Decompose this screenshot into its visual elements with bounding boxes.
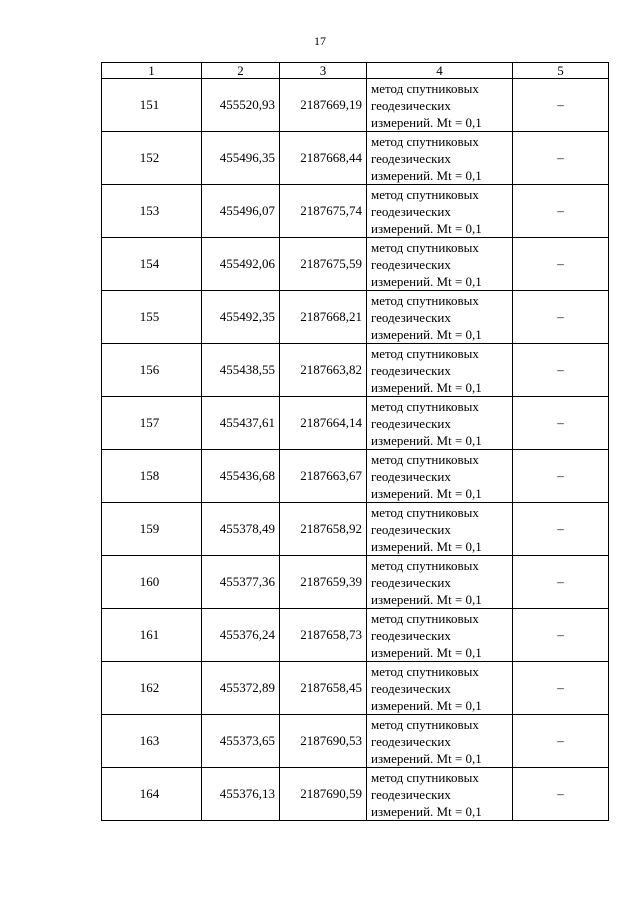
method-cell (367, 397, 513, 450)
method-text-line: геодезических (371, 309, 451, 325)
x-coordinate-cell: 455496,07 (202, 185, 280, 238)
method-text-line: метод спутниковых (371, 398, 479, 414)
table-row (102, 609, 609, 662)
method-cell (367, 238, 513, 291)
method-text-line: геодезических (371, 468, 451, 484)
y-coordinate-cell: 2187668,21 (280, 291, 367, 344)
method-text-line: метод спутниковых (371, 80, 479, 96)
column-header-4: 4 (367, 63, 513, 79)
method-text-line: метод спутниковых (371, 133, 479, 149)
method-text-line: метод спутниковых (371, 292, 479, 308)
note-cell: – (513, 662, 609, 715)
point-number-cell: 154 (102, 238, 202, 291)
point-number-cell: 151 (102, 79, 202, 132)
table-row (102, 397, 609, 450)
method-cell (367, 450, 513, 503)
method-text-line: геодезических (371, 521, 451, 537)
note-cell: – (513, 397, 609, 450)
y-coordinate-cell: 2187690,53 (280, 715, 367, 768)
method-text-line: геодезических (371, 203, 451, 219)
y-coordinate-cell: 2187675,59 (280, 238, 367, 291)
y-coordinate-cell: 2187668,44 (280, 132, 367, 185)
table-row (102, 185, 609, 238)
table-row (102, 450, 609, 503)
y-coordinate-cell: 2187658,73 (280, 609, 367, 662)
table-row (102, 79, 609, 132)
note-cell: – (513, 79, 609, 132)
method-text-line: измерений. Mt = 0,1 (371, 485, 482, 501)
x-coordinate-cell: 455372,89 (202, 662, 280, 715)
table-row (102, 662, 609, 715)
method-text-line: геодезических (371, 680, 451, 696)
x-coordinate-cell: 455496,35 (202, 132, 280, 185)
method-text-line: измерений. Mt = 0,1 (371, 432, 482, 448)
table-row (102, 238, 609, 291)
method-cell (367, 768, 513, 821)
x-coordinate-cell: 455492,06 (202, 238, 280, 291)
note-cell: – (513, 768, 609, 821)
method-cell (367, 132, 513, 185)
note-cell: – (513, 238, 609, 291)
method-text-line: метод спутниковых (371, 451, 479, 467)
y-coordinate-cell: 2187663,67 (280, 450, 367, 503)
table-row (102, 344, 609, 397)
point-number-cell: 163 (102, 715, 202, 768)
x-coordinate-cell: 455438,55 (202, 344, 280, 397)
method-text-line: измерений. Mt = 0,1 (371, 326, 482, 342)
method-cell (367, 715, 513, 768)
table-row (102, 715, 609, 768)
method-text-line: метод спутниковых (371, 610, 479, 626)
method-text-line: измерений. Mt = 0,1 (371, 114, 482, 130)
table-row (102, 503, 609, 556)
point-number-cell: 153 (102, 185, 202, 238)
point-number-cell: 155 (102, 291, 202, 344)
method-text-line: геодезических (371, 733, 451, 749)
y-coordinate-cell: 2187664,14 (280, 397, 367, 450)
method-text-line: геодезических (371, 362, 451, 378)
method-text-line: измерений. Mt = 0,1 (371, 273, 482, 289)
point-number-cell: 156 (102, 344, 202, 397)
note-cell: – (513, 715, 609, 768)
column-header-1: 1 (102, 63, 202, 79)
method-cell (367, 556, 513, 609)
method-text-line: метод спутниковых (371, 716, 479, 732)
method-text-line: метод спутниковых (371, 239, 479, 255)
method-text-line: метод спутниковых (371, 504, 479, 520)
note-cell: – (513, 291, 609, 344)
column-header-3: 3 (280, 63, 367, 79)
table-row (102, 768, 609, 821)
column-header-2: 2 (202, 63, 280, 79)
point-number-cell: 162 (102, 662, 202, 715)
method-text-line: геодезических (371, 97, 451, 113)
x-coordinate-cell: 455436,68 (202, 450, 280, 503)
page-number: 17 (314, 34, 326, 48)
method-cell (367, 185, 513, 238)
method-text-line: метод спутниковых (371, 345, 479, 361)
y-coordinate-cell: 2187675,74 (280, 185, 367, 238)
method-text-line: метод спутниковых (371, 769, 479, 785)
coordinates-table (101, 62, 609, 821)
x-coordinate-cell: 455492,35 (202, 291, 280, 344)
method-text-line: метод спутниковых (371, 186, 479, 202)
x-coordinate-cell: 455377,36 (202, 556, 280, 609)
note-cell: – (513, 185, 609, 238)
x-coordinate-cell: 455376,13 (202, 768, 280, 821)
method-text-line: геодезических (371, 574, 451, 590)
y-coordinate-cell: 2187669,19 (280, 79, 367, 132)
method-cell (367, 609, 513, 662)
method-cell (367, 79, 513, 132)
point-number-cell: 160 (102, 556, 202, 609)
method-cell (367, 662, 513, 715)
point-number-cell: 164 (102, 768, 202, 821)
method-text-line: геодезических (371, 415, 451, 431)
x-coordinate-cell: 455373,65 (202, 715, 280, 768)
point-number-cell: 159 (102, 503, 202, 556)
method-text-line: геодезических (371, 150, 451, 166)
method-text-line: метод спутниковых (371, 557, 479, 573)
method-text-line: измерений. Mt = 0,1 (371, 697, 482, 713)
table-row (102, 132, 609, 185)
y-coordinate-cell: 2187659,39 (280, 556, 367, 609)
note-cell: – (513, 450, 609, 503)
x-coordinate-cell: 455378,49 (202, 503, 280, 556)
table-row (102, 556, 609, 609)
x-coordinate-cell: 455520,93 (202, 79, 280, 132)
column-header-5: 5 (513, 63, 609, 79)
method-text-line: измерений. Mt = 0,1 (371, 750, 482, 766)
point-number-cell: 158 (102, 450, 202, 503)
point-number-cell: 157 (102, 397, 202, 450)
table-header-row (102, 63, 609, 79)
table-body (102, 79, 609, 821)
method-text-line: геодезических (371, 627, 451, 643)
note-cell: – (513, 556, 609, 609)
x-coordinate-cell: 455376,24 (202, 609, 280, 662)
y-coordinate-cell: 2187658,92 (280, 503, 367, 556)
method-text-line: измерений. Mt = 0,1 (371, 644, 482, 660)
table-row (102, 291, 609, 344)
y-coordinate-cell: 2187690,59 (280, 768, 367, 821)
method-text-line: измерений. Mt = 0,1 (371, 538, 482, 554)
method-text-line: измерений. Mt = 0,1 (371, 167, 482, 183)
note-cell: – (513, 344, 609, 397)
method-text-line: измерений. Mt = 0,1 (371, 379, 482, 395)
point-number-cell: 161 (102, 609, 202, 662)
y-coordinate-cell: 2187658,45 (280, 662, 367, 715)
method-cell (367, 291, 513, 344)
method-cell (367, 503, 513, 556)
method-text-line: геодезических (371, 256, 451, 272)
method-text-line: измерений. Mt = 0,1 (371, 220, 482, 236)
method-text-line: измерений. Mt = 0,1 (371, 591, 482, 607)
note-cell: – (513, 132, 609, 185)
point-number-cell: 152 (102, 132, 202, 185)
y-coordinate-cell: 2187663,82 (280, 344, 367, 397)
method-text-line: измерений. Mt = 0,1 (371, 803, 482, 819)
method-text-line: метод спутниковых (371, 663, 479, 679)
note-cell: – (513, 503, 609, 556)
x-coordinate-cell: 455437,61 (202, 397, 280, 450)
note-cell: – (513, 609, 609, 662)
method-text-line: геодезических (371, 786, 451, 802)
method-cell (367, 344, 513, 397)
